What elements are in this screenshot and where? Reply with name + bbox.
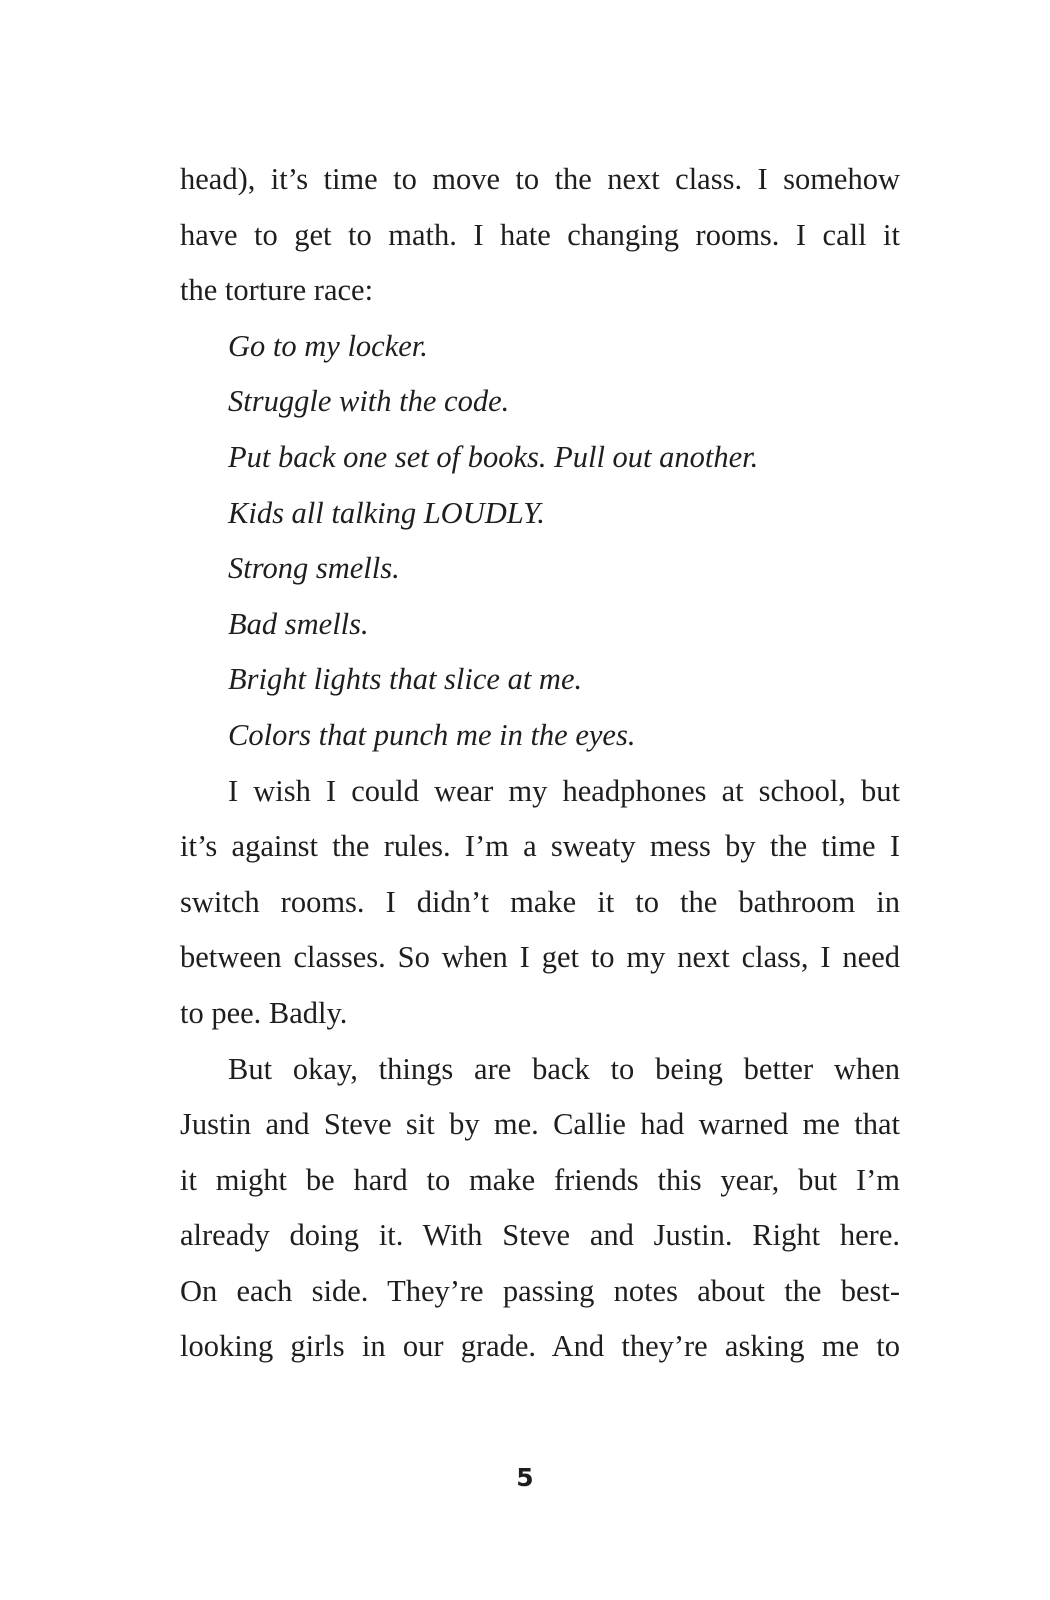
list-item: Bright lights that slice at me. (228, 662, 583, 697)
text-line: On each side. They’re passing notes about the best- (180, 1273, 900, 1308)
list-item: Go to my locker. (228, 328, 428, 363)
text-line: Justin and Steve sit by me. Callie had warned me that (180, 1107, 900, 1142)
text-line: But okay, things are back to being better when (228, 1051, 900, 1086)
list-item: Bad smells. (228, 606, 369, 641)
list-item: Struggle with the code. (228, 384, 510, 419)
text-line: I wish I could wear my headphones at school, but (228, 773, 900, 808)
body-text (180, 152, 900, 1375)
text-line: between classes. So when I get to my next class, I need (180, 940, 900, 975)
text-line: switch rooms. I didn’t make it to the bathroom in (180, 884, 900, 919)
text-line: it might be hard to make friends this year, but I’m (180, 1162, 900, 1197)
list-item: Kids all talking LOUDLY. (228, 495, 545, 530)
text-line: it’s against the rules. I’m a sweaty mess by the time I (180, 829, 900, 864)
text-line: already doing it. With Steve and Justin. Right here. (180, 1218, 900, 1253)
list-item: Strong smells. (228, 551, 400, 586)
text-line: the torture race: (180, 273, 374, 308)
list-item: Put back one set of books. Pull out another. (228, 439, 759, 474)
text-line: have to get to math. I hate changing rooms. I call it (180, 217, 900, 252)
list-item: Colors that punch me in the eyes. (228, 717, 636, 752)
page-number: 5 (516, 1463, 534, 1492)
text-line: head), it’s time to move to the next class. I somehow (180, 162, 900, 196)
text-line: to pee. Badly. (180, 995, 348, 1030)
text-line: looking girls in our grade. And they’re asking me to (180, 1329, 900, 1364)
